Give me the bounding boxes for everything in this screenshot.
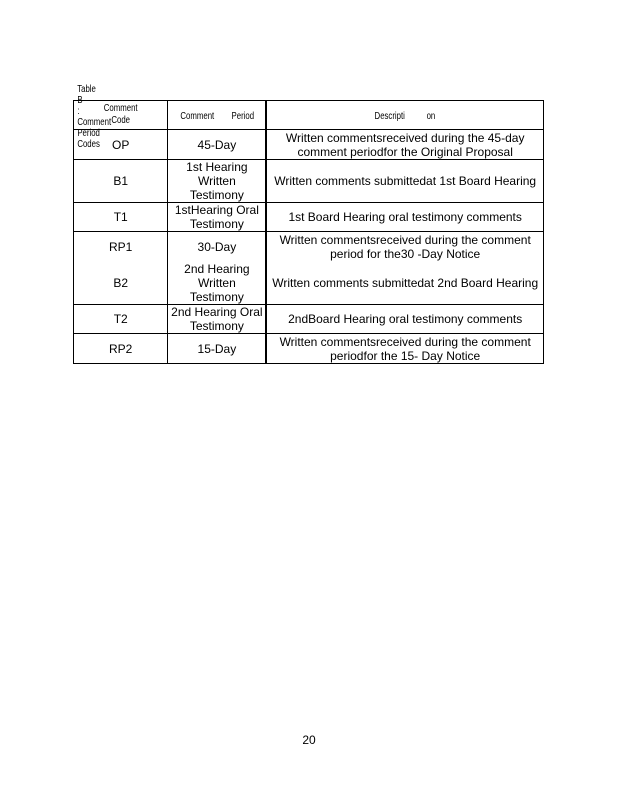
code-cell: OP xyxy=(74,130,168,160)
table-row xyxy=(74,305,544,334)
caption-word: Table xyxy=(77,84,96,95)
caption-word: Codes xyxy=(77,139,100,150)
period-cell: 45-Day xyxy=(168,130,266,160)
description-cell: Written commentsreceived during the 45-day comment periodfor the Original Proposal xyxy=(266,130,543,160)
code-cell: T2 xyxy=(74,305,168,334)
caption-word: : xyxy=(77,106,80,117)
table-row xyxy=(74,232,544,263)
table-row xyxy=(74,334,544,364)
table-row xyxy=(74,203,544,232)
table-row xyxy=(74,160,544,203)
caption-word: B xyxy=(77,95,83,106)
period-cell: 1stHearing Oral Testimony xyxy=(168,203,266,232)
description-cell: Written comments submittedat 2nd Board Hearing xyxy=(266,262,543,305)
description-cell: Written comments submittedat 1st Board Hearing xyxy=(266,160,543,203)
description-cell: Written commentsreceived during the comment period for the30 -Day Notice xyxy=(266,232,543,263)
description-cell: Written commentsreceived during the comment periodfor the 15- Day Notice xyxy=(266,334,543,364)
page-number: 20 xyxy=(302,733,316,747)
description-cell: 2ndBoard Hearing oral testimony comments xyxy=(266,305,543,334)
caption-word: Comment xyxy=(77,117,112,128)
period-cell: 30-Day xyxy=(168,232,266,263)
period-cell: 1st Hearing Written Testimony xyxy=(168,160,266,203)
table-row xyxy=(74,262,544,305)
header-comment-period: Comment Period xyxy=(168,101,266,130)
description-cell: 1st Board Hearing oral testimony comments xyxy=(266,203,543,232)
caption-word: Period xyxy=(77,128,100,139)
period-cell: 2nd Hearing Oral Testimony xyxy=(168,305,266,334)
table-row xyxy=(74,130,544,160)
comment-period-codes-table xyxy=(73,100,544,364)
period-cell: 2nd Hearing Written Testimony xyxy=(168,262,266,305)
code-cell: B1 xyxy=(74,160,168,203)
header-description: Descripti on xyxy=(266,101,543,130)
period-cell: 15-Day xyxy=(168,334,266,364)
header-comment-code: Comment Code xyxy=(74,101,168,130)
code-cell: T1 xyxy=(74,203,168,232)
code-cell: B2 xyxy=(74,262,168,305)
table-header-row xyxy=(74,101,544,130)
code-cell: RP2 xyxy=(74,334,168,364)
code-cell: RP1 xyxy=(74,232,168,263)
